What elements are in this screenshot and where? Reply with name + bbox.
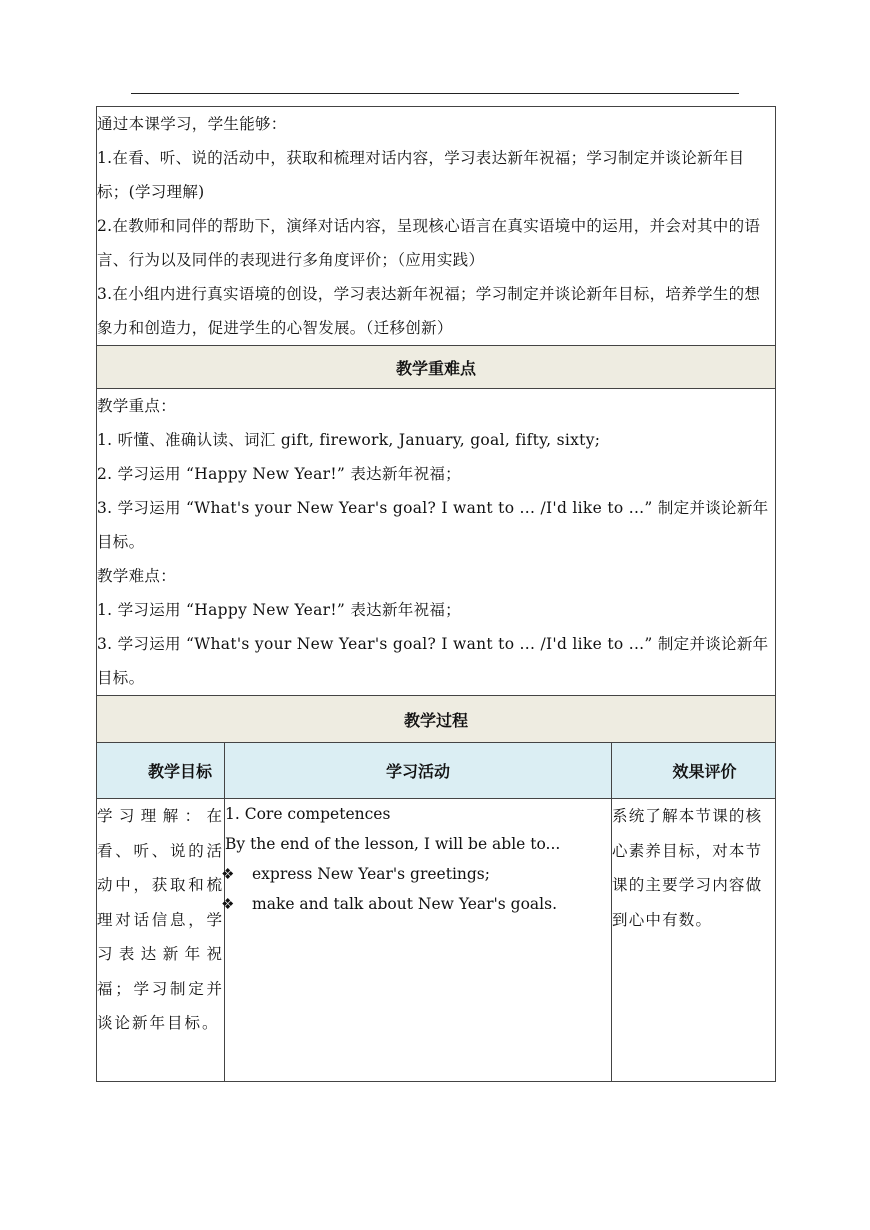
difficult-point-1: 1. 学习运用 “Happy New Year!” 表达新年祝福； (97, 601, 461, 619)
objective-3: 3.在小组内进行真实语境的创设，学习表达新年祝福；学习制定并谈论新年目标，培养学生的想象力和创造力，促进学生的心智发展。（迁移创新） (97, 285, 761, 337)
lesson-plan-table (96, 106, 776, 1082)
difficult-point-3: 3. 学习运用 “What's your New Year's goal? I want to ... /I'd like to ...” 制定并谈论新年目标。 (97, 635, 769, 687)
list-item (221, 859, 611, 889)
header-rule (131, 93, 739, 94)
header-evaluation: 效果评价 (612, 743, 776, 799)
key-point-2: 2. 学习运用 “Happy New Year!” 表达新年祝福； (97, 465, 461, 483)
objectives-intro: 通过本课学习，学生能够： (97, 115, 287, 133)
objectives-cell (97, 107, 776, 346)
process-row (97, 799, 776, 1082)
goal-text: 学习理解：在看、听、说的活动中，获取和梳理对话信息，学习表达新年祝福；学习制定并谈论新年目标。 (97, 807, 224, 1032)
activity-cell (221, 799, 612, 1082)
process-header-row (97, 743, 776, 799)
key-label: 教学重点： (97, 397, 177, 415)
list-item (221, 889, 611, 919)
key-points-cell (97, 389, 776, 696)
key-points-title: 教学重难点 (97, 346, 776, 389)
evaluation-cell (612, 799, 776, 1082)
diamond-bullet-icon: ❖ (221, 895, 235, 913)
key-points-band (97, 346, 776, 389)
activity-title: 1. Core competences (225, 805, 391, 823)
key-point-1: 1. 听懂、准确认读、词汇 gift, firework, January, goal, fifty, sixty; (97, 431, 601, 449)
bullet-text: express New Year's greetings; (252, 865, 490, 883)
header-goal: 教学目标 (97, 743, 225, 799)
activity-intro: By the end of the lesson, I will be able to... (225, 835, 561, 853)
header-activity: 学习活动 (225, 743, 612, 799)
difficult-label: 教学难点： (97, 567, 177, 585)
process-band (97, 696, 776, 743)
diamond-bullet-icon: ❖ (221, 865, 235, 883)
evaluation-text: 系统了解本节课的核心素养目标，对本节课的主要学习内容做到心中有数。 (612, 807, 763, 929)
goal-cell (97, 799, 225, 1082)
key-points-row (97, 389, 776, 696)
objective-1: 1.在看、听、说的活动中，获取和梳理对话内容，学习表达新年祝福；学习制定并谈论新年目标；(学习理解) (97, 149, 745, 201)
objectives-row (97, 107, 776, 346)
process-title: 教学过程 (97, 696, 776, 743)
bullet-text: make and talk about New Year's goals. (252, 895, 557, 913)
key-point-3: 3. 学习运用 “What's your New Year's goal? I want to ... /I'd like to ...” 制定并谈论新年目标。 (97, 499, 769, 551)
objective-2: 2.在教师和同伴的帮助下，演绎对话内容，呈现核心语言在真实语境中的运用，并会对其中的语言、行为以及同伴的表现进行多角度评价；（应用实践） (97, 217, 761, 269)
